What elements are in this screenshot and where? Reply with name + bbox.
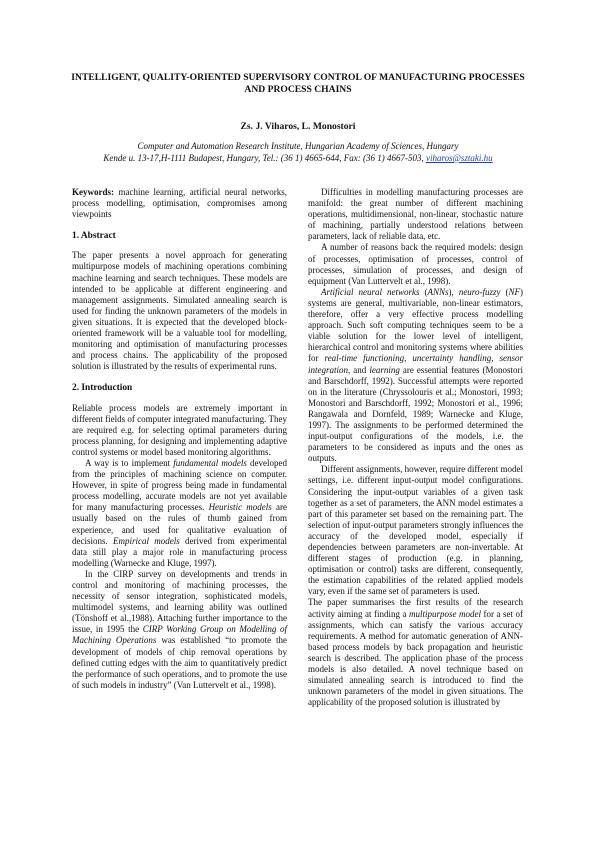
right-paragraph-5 <box>308 597 523 708</box>
text-run: for a set of assignments, which can satisfy the various accuracy requirements. A method for automatic generation of ANN-based process models by back propagation and heuristic search is described. The application phase of the process models is also detailed. A novel technique based on simulated annealing search is introduced to find the unknown parameters of the model in given situations. The applicability of the proposed solution is illustrated by <box>308 608 523 708</box>
text-run: developed from the principles of machining science on computer. However, in spite of progress being made in fundamental process modelling, accurate models are not yet available for many manufacturing processes. <box>72 457 287 513</box>
intro-paragraph-2 <box>72 458 287 569</box>
text-run: derived from experimental data still play a major role in manufacturing process modelling (Warnecke and Kluge, 1997). <box>72 535 287 568</box>
keywords <box>72 187 287 220</box>
text-run: was established “to promote the development of models of chip removal operations by defined cutting edges with the aim to quantitatively predict the performance of such operations, and to promote the use of such models in industry” (Van Luttervelt et al., 1998). <box>72 635 287 690</box>
right-paragraph-1: Difficulties in modelling manufacturing processes are manifold: the great number of different machining operations, multidimensional, non-linear, stochastic nature of machining, partially understood relations between parameters, lack of reliable data, etc. <box>308 187 523 242</box>
right-column <box>308 187 523 708</box>
emphasis: Empirical models <box>113 535 180 546</box>
affiliation-line-1: Computer and Automation Research Institute, Hungarian Academy of Sciences, Hungary <box>137 141 459 151</box>
text-run: , <box>491 353 500 364</box>
abstract-text: The paper presents a novel approach for generating multipurpose models of machining operations combining machine learning and search techniques. These models are intended to be applicable at different engineering and management assignments. Simulated annealing search is used for finding the unknown parameters of the models in given situations. It is expected that the developed block-oriented framework will be a valuable tool for modelling, monitoring and optimisation of manufacturing processes and process chains. The applicability of the proposed solution is illustrated by the results of experimental runs. <box>72 250 287 372</box>
affiliation-line-2 <box>50 152 546 164</box>
emphasis: multipurpose model <box>409 608 481 619</box>
text-run: are essential features (Monostori and Barschdorff, 1992). Successful attempts were reported on in the literature (Chryssolouris et al.; Monostori, 1993; Monostori and Barschdorff, 1992; Monostori et al., 1996; Rangawala and Dornfeld, 1989; Warnecke and Kluge, 1997). The assignments to be performed determined the input-output configurations of the models, i.e. the parameters to be considered as inputs and the ones as outputs. <box>308 364 523 464</box>
emphasis: sensor integration <box>308 353 524 375</box>
email-link[interactable]: viharos@sztaki.hu <box>425 153 493 163</box>
introduction-heading: 2. Introduction <box>72 383 133 394</box>
right-paragraph-3 <box>308 287 523 465</box>
emphasis: CIRP Working Group on Modelling of Machining Operations <box>72 624 287 646</box>
text-run: In the CIRP survey on developments and trends in control and monitoring of machining processes, the necessity of sensor integration, sophisticated models, multimodel systems, and learning ability was outlined (Tönshoff et al.,1988). Attaching further importance to the issue, in 1995 the <box>72 568 287 635</box>
intro-paragraph-1: Reliable process models are extremely important in different fields of computer integrated manufacturing. They are required e.g. for selecting optimal parameters during process planning, for designing and implementing adaptive control systems or model based monitoring algorithms. <box>72 402 287 457</box>
right-paragraph-2: A number of reasons back the required models: design of processes, optimisation of processes, control of processes, simulation of processes, and design of equipment (Van Luttervelt et al., 1998). <box>308 242 523 286</box>
text-run: , and <box>348 364 370 375</box>
text-run: ), <box>448 286 459 297</box>
text-run: ) systems are general, multivariable, non-linear estimators, therefore, offer a very effective process modelling approach. Such soft computing techniques seem to be a viable solution for the lower level of intelligent, hierarchical control and monitoring systems where abilities for <box>308 286 524 364</box>
emphasis: ANNs <box>427 286 449 297</box>
emphasis: Artificial neural networks <box>321 286 420 297</box>
emphasis: real-time functioning <box>324 353 405 364</box>
emphasis: neuro-fuzzy <box>458 286 501 297</box>
right-paragraph-4: Different assignments, however, require different model settings, i.e. different input-output model configurations. Considering the input-output variables of a given task together as a set of parameters, the ANN model estimates a part of this parameter set based on the remaining part. The selection of input-output parameters strongly influences the accuracy of the developed model, especially if dependencies between parameters are non-invertable. At different stages of production (e.g. in planning, optimisation or control) tasks are different, consequently, the estimation capabilities of the related applied models vary, even if the same set of parameters is used. <box>308 464 523 597</box>
intro-paragraph-3 <box>72 569 287 691</box>
emphasis: uncertainty handling <box>412 353 492 364</box>
text-run: , <box>404 353 413 364</box>
affiliation <box>50 140 546 164</box>
emphasis: learning <box>369 364 400 375</box>
paper-authors: Zs. J. Viharos, L. Monostori <box>240 121 356 132</box>
text-run: ( <box>419 286 428 297</box>
paper-title: INTELLIGENT, QUALITY-ORIENTED SUPERVISORY CONTROL OF MANUFACTURING PROCESSES AND PROCESS CHAINS <box>71 72 525 95</box>
emphasis: NF <box>508 286 521 297</box>
left-column <box>72 187 287 691</box>
keywords-label: Keywords: <box>72 187 114 197</box>
keywords-text: machine learning, artificial neural networks, process modelling, optimisation, compromises among viewpoints <box>72 187 287 220</box>
text-run: are usually based on the rules of thumb gained from experience, and used for qualitative evaluation of decisions. <box>72 502 287 546</box>
text-run: ( <box>500 286 509 297</box>
abstract-heading: 1. Abstract <box>72 231 116 242</box>
text-run: A way is to implement <box>85 457 174 468</box>
emphasis: fundamental models <box>173 457 247 468</box>
text-run: The paper summarises the first results of the research activity aiming at finding a <box>308 597 523 619</box>
address-text: Kende u. 13-17,H-1111 Budapest, Hungary, Tel.: (36 1) 4665-644, Fax: (36 1) 4667-503, <box>103 153 426 163</box>
emphasis: Heuristic models <box>208 502 272 513</box>
